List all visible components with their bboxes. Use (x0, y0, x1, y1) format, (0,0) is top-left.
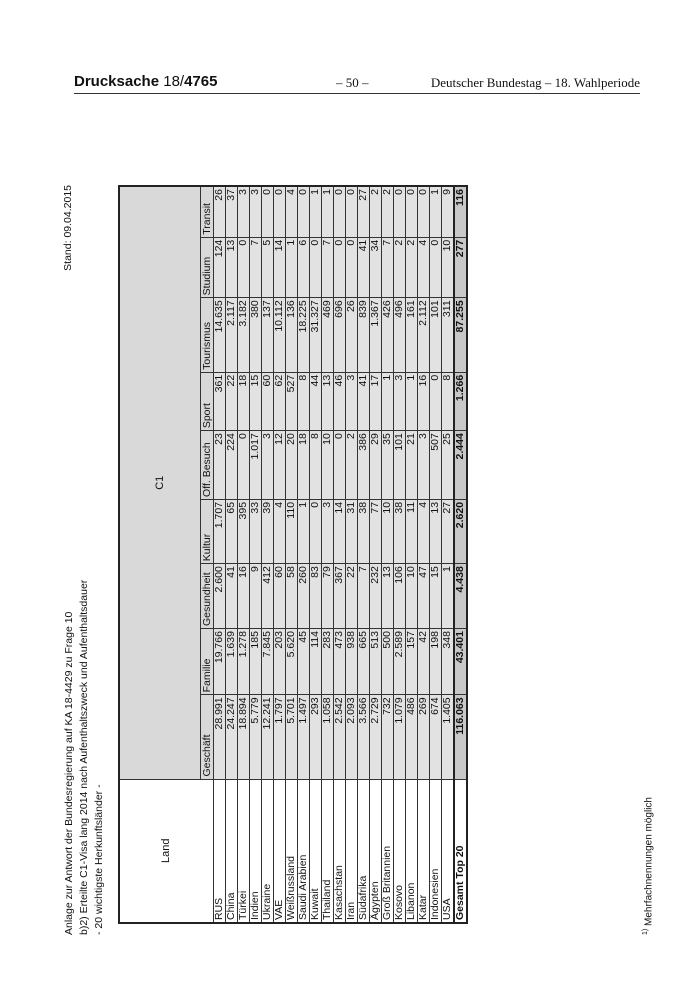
value-cell: 1.079 (394, 695, 406, 779)
country-cell: VAE (274, 779, 286, 923)
land-column-header: Land (119, 779, 214, 923)
country-cell: Gesamt Top 20 (454, 779, 467, 923)
value-cell: 58 (286, 564, 298, 629)
value-cell: 10 (442, 237, 455, 298)
value-cell: 9 (250, 564, 262, 629)
value-cell: 42 (418, 629, 430, 695)
country-cell: Katar (418, 779, 430, 923)
value-cell: 15 (250, 372, 262, 430)
value-cell: 79 (322, 564, 334, 629)
value-cell: 28.991 (214, 695, 226, 779)
footnote-mark: 1) (642, 928, 649, 935)
value-cell: 674 (430, 695, 442, 779)
value-cell: 277 (454, 237, 467, 298)
value-cell: 260 (298, 564, 310, 629)
value-cell: 46 (334, 372, 346, 430)
value-cell: 10.112 (274, 298, 286, 372)
value-cell: 39 (262, 499, 274, 563)
value-cell: 1.497 (298, 695, 310, 779)
value-cell: 1 (310, 186, 322, 237)
value-cell: 14 (274, 237, 286, 298)
value-cell: 500 (382, 629, 394, 695)
value-cell: 25 (442, 431, 455, 500)
value-cell: 7 (358, 564, 370, 629)
value-cell: 2.589 (394, 629, 406, 695)
value-cell: 17 (370, 372, 382, 430)
value-cell: 1 (430, 186, 442, 237)
value-cell: 1.797 (274, 695, 286, 779)
value-cell: 198 (430, 629, 442, 695)
value-cell: 18 (298, 431, 310, 500)
country-cell: Libanon (406, 779, 418, 923)
value-cell: 161 (406, 298, 418, 372)
value-cell: 283 (322, 629, 334, 695)
table-row (262, 186, 274, 923)
value-cell: 137 (262, 298, 274, 372)
value-cell: 3.566 (358, 695, 370, 779)
value-cell: 10 (322, 431, 334, 500)
value-cell: 185 (250, 629, 262, 695)
value-cell: 26 (214, 186, 226, 237)
page-number: – 50 – (336, 75, 369, 90)
document-number-bold: 4765 (184, 73, 218, 90)
value-cell: 1 (442, 564, 455, 629)
country-cell: China (226, 779, 238, 923)
value-cell: 1 (382, 372, 394, 430)
table-body (214, 186, 468, 923)
value-cell: 41 (226, 564, 238, 629)
value-cell: 1.058 (322, 695, 334, 779)
value-cell: 47 (418, 564, 430, 629)
country-cell: Kasachstan (334, 779, 346, 923)
country-cell: USA (442, 779, 455, 923)
footnote (642, 797, 654, 935)
value-cell: 83 (310, 564, 322, 629)
value-cell: 0 (262, 186, 274, 237)
value-cell: 0 (346, 237, 358, 298)
value-cell: 16 (238, 564, 250, 629)
value-cell: 37 (226, 186, 238, 237)
value-cell: 101 (430, 298, 442, 372)
table-row (214, 186, 226, 923)
value-cell: 1.266 (454, 372, 467, 430)
value-cell: 14 (334, 499, 346, 563)
column-header: Sport (201, 372, 214, 430)
value-cell: 473 (334, 629, 346, 695)
value-cell: 2 (394, 237, 406, 298)
value-cell: 35 (382, 431, 394, 500)
value-cell: 412 (262, 564, 274, 629)
column-header: Studium (201, 237, 214, 298)
value-cell: 45 (298, 629, 310, 695)
value-cell: 839 (358, 298, 370, 372)
value-cell: 395 (238, 499, 250, 563)
value-cell: 269 (418, 695, 430, 779)
value-cell: 18 (238, 372, 250, 430)
value-cell: 496 (394, 298, 406, 372)
value-cell: 60 (274, 564, 286, 629)
value-cell: 116.063 (454, 695, 467, 779)
value-cell: 19.766 (214, 629, 226, 695)
column-header: Transit (201, 186, 214, 237)
value-cell: 22 (346, 564, 358, 629)
value-cell: 2.620 (454, 499, 467, 563)
table-row (430, 186, 442, 923)
value-cell: 1.017 (250, 431, 262, 500)
value-cell: 4 (418, 237, 430, 298)
table-row (346, 186, 358, 923)
value-cell: 224 (226, 431, 238, 500)
value-cell: 311 (442, 298, 455, 372)
value-cell: 38 (394, 499, 406, 563)
value-cell: 3.182 (238, 298, 250, 372)
value-cell: 2.112 (418, 298, 430, 372)
table-row (394, 186, 406, 923)
value-cell: 1 (406, 372, 418, 430)
value-cell: 527 (286, 372, 298, 430)
column-header: Off. Besuch (201, 431, 214, 500)
value-cell: 0 (238, 431, 250, 500)
country-cell: Ägypten (370, 779, 382, 923)
value-cell: 361 (214, 372, 226, 430)
value-cell: 0 (334, 186, 346, 237)
value-cell: 13 (226, 237, 238, 298)
table-row (418, 186, 430, 923)
value-cell: 3 (238, 186, 250, 237)
value-cell: 41 (358, 372, 370, 430)
country-cell: Iran (346, 779, 358, 923)
value-cell: 5 (262, 237, 274, 298)
value-cell: 27 (442, 499, 455, 563)
value-cell: 367 (334, 564, 346, 629)
value-cell: 12.241 (262, 695, 274, 779)
table-row (406, 186, 418, 923)
visa-table (118, 185, 468, 924)
value-cell: 486 (406, 695, 418, 779)
value-cell: 4 (286, 186, 298, 237)
value-cell: 33 (250, 499, 262, 563)
value-cell: 77 (370, 499, 382, 563)
value-cell: 124 (214, 237, 226, 298)
value-cell: 1 (322, 186, 334, 237)
value-cell: 7 (382, 237, 394, 298)
value-cell: 29 (370, 431, 382, 500)
table-row (310, 186, 322, 923)
value-cell: 41 (358, 237, 370, 298)
value-cell: 1.367 (370, 298, 382, 372)
value-cell: 1 (298, 499, 310, 563)
value-cell: 4 (274, 499, 286, 563)
column-header: Gesundheit (201, 564, 214, 629)
value-cell: 60 (262, 372, 274, 430)
column-header: Geschäft (201, 695, 214, 779)
table-row (322, 186, 334, 923)
value-cell: 7 (250, 237, 262, 298)
column-header: Familie (201, 629, 214, 695)
value-cell: 136 (286, 298, 298, 372)
value-cell: 2 (370, 186, 382, 237)
table-row (226, 186, 238, 923)
country-cell: Indonesien (430, 779, 442, 923)
value-cell: 20 (286, 431, 298, 500)
value-cell: 13 (382, 564, 394, 629)
country-cell: Saudi Arabien (298, 779, 310, 923)
value-cell: 18.894 (238, 695, 250, 779)
value-cell: 21 (406, 431, 418, 500)
value-cell: 293 (310, 695, 322, 779)
value-cell: 43.401 (454, 629, 467, 695)
country-cell: Ukraine (262, 779, 274, 923)
value-cell: 2 (382, 186, 394, 237)
value-cell: 10 (382, 499, 394, 563)
value-cell: 3 (250, 186, 262, 237)
table-row (334, 186, 346, 923)
value-cell: 8 (310, 431, 322, 500)
table-row (250, 186, 262, 923)
value-cell: 44 (310, 372, 322, 430)
value-cell: 507 (430, 431, 442, 500)
parliament-label: Deutscher Bundestag – 18. Wahlperiode (430, 75, 640, 90)
value-cell: 3 (322, 499, 334, 563)
value-cell: 386 (358, 431, 370, 500)
value-cell: 3 (418, 431, 430, 500)
value-cell: 0 (418, 186, 430, 237)
value-cell: 157 (406, 629, 418, 695)
value-cell: 1.639 (226, 629, 238, 695)
country-cell: Weißrussland (286, 779, 298, 923)
value-cell: 2.729 (370, 695, 382, 779)
rotated-page-content (62, 185, 662, 935)
value-cell: 2.444 (454, 431, 467, 500)
value-cell: 110 (286, 499, 298, 563)
value-cell: 22 (226, 372, 238, 430)
value-cell: 14.635 (214, 298, 226, 372)
country-cell: Kosovo (394, 779, 406, 923)
value-cell: 513 (370, 629, 382, 695)
table-row (370, 186, 382, 923)
value-cell: 4.438 (454, 564, 467, 629)
table-row (274, 186, 286, 923)
document-number-plain: 18/ (163, 73, 185, 90)
c1-group-header: C1 (119, 186, 201, 779)
country-cell: Indien (250, 779, 262, 923)
value-cell: 2 (406, 237, 418, 298)
value-cell: 348 (442, 629, 455, 695)
value-cell: 24.247 (226, 695, 238, 779)
table-row (358, 186, 370, 923)
table-row (298, 186, 310, 923)
value-cell: 4 (418, 499, 430, 563)
value-cell: 13 (430, 499, 442, 563)
table-row (286, 186, 298, 923)
value-cell: 0 (334, 237, 346, 298)
total-row (454, 186, 467, 923)
value-cell: 0 (310, 237, 322, 298)
value-cell: 3 (346, 372, 358, 430)
country-cell: Türkei (238, 779, 250, 923)
value-cell: 426 (382, 298, 394, 372)
value-cell: 7 (322, 237, 334, 298)
country-cell: Groß Britannien (382, 779, 394, 923)
value-cell: 101 (394, 431, 406, 500)
value-cell: 16 (418, 372, 430, 430)
value-cell: 10 (406, 564, 418, 629)
value-cell: 0 (430, 372, 442, 430)
intro-line-1: Anlage zur Antwort der Bundesregierung auf KA 18-4429 zu Frage 10 (63, 611, 75, 935)
value-cell: 3 (262, 431, 274, 500)
value-cell: 1 (286, 237, 298, 298)
value-cell: 3 (394, 372, 406, 430)
value-cell: 6 (298, 237, 310, 298)
value-cell: 27 (358, 186, 370, 237)
value-cell: 5.701 (286, 695, 298, 779)
value-cell: 732 (382, 695, 394, 779)
value-cell: 2.600 (214, 564, 226, 629)
table-row (382, 186, 394, 923)
value-cell: 13 (322, 372, 334, 430)
value-cell: 65 (226, 499, 238, 563)
value-cell: 0 (406, 186, 418, 237)
value-cell: 0 (346, 186, 358, 237)
value-cell: 31 (346, 499, 358, 563)
footnote-text: Mehrfachnennungen möglich (643, 797, 655, 926)
value-cell: 2 (346, 431, 358, 500)
value-cell: 2.542 (334, 695, 346, 779)
value-cell: 0 (238, 237, 250, 298)
value-cell: 114 (310, 629, 322, 695)
value-cell: 1.405 (442, 695, 455, 779)
country-cell: Kuwait (310, 779, 322, 923)
header-divider (74, 93, 640, 94)
value-cell: 2.117 (226, 298, 238, 372)
value-cell: 12 (274, 431, 286, 500)
value-cell: 18.225 (298, 298, 310, 372)
value-cell: 34 (370, 237, 382, 298)
value-cell: 0 (430, 237, 442, 298)
country-cell: Südafrika (358, 779, 370, 923)
value-cell: 1.278 (238, 629, 250, 695)
value-cell: 116 (454, 186, 467, 237)
value-cell: 1.707 (214, 499, 226, 563)
value-cell: 62 (274, 372, 286, 430)
intro-block (62, 580, 107, 935)
value-cell: 5.779 (250, 695, 262, 779)
value-cell: 938 (346, 629, 358, 695)
value-cell: 15 (430, 564, 442, 629)
intro-line-3: - 20 wichtigste Herkunftsländer - (93, 784, 105, 935)
document-number (74, 73, 217, 90)
value-cell: 232 (370, 564, 382, 629)
value-cell: 0 (310, 499, 322, 563)
value-cell: 31.327 (310, 298, 322, 372)
value-cell: 9 (442, 186, 455, 237)
country-cell: Thailand (322, 779, 334, 923)
value-cell: 106 (394, 564, 406, 629)
value-cell: 0 (274, 186, 286, 237)
document-label: Drucksache (74, 73, 160, 90)
value-cell: 11 (406, 499, 418, 563)
country-cell: RUS (214, 779, 226, 923)
column-header: Kultur (201, 499, 214, 563)
value-cell: 7.845 (262, 629, 274, 695)
intro-line-2: b)2) Erteilte C1-Visa lang 2014 nach Aufenthaltszweck und Aufenthaltsdauer (78, 579, 90, 935)
table-row (238, 186, 250, 923)
value-cell: 2.093 (346, 695, 358, 779)
value-cell: 380 (250, 298, 262, 372)
stand-date: Stand: 09.04.2015 (62, 185, 74, 271)
value-cell: 0 (334, 431, 346, 500)
value-cell: 26 (346, 298, 358, 372)
value-cell: 203 (274, 629, 286, 695)
value-cell: 0 (298, 186, 310, 237)
value-cell: 38 (358, 499, 370, 563)
table-row (442, 186, 455, 923)
value-cell: 5.620 (286, 629, 298, 695)
value-cell: 469 (322, 298, 334, 372)
value-cell: 8 (442, 372, 455, 430)
column-header: Tourismus (201, 298, 214, 372)
value-cell: 665 (358, 629, 370, 695)
value-cell: 0 (394, 186, 406, 237)
value-cell: 8 (298, 372, 310, 430)
value-cell: 87.255 (454, 298, 467, 372)
value-cell: 23 (214, 431, 226, 500)
value-cell: 696 (334, 298, 346, 372)
